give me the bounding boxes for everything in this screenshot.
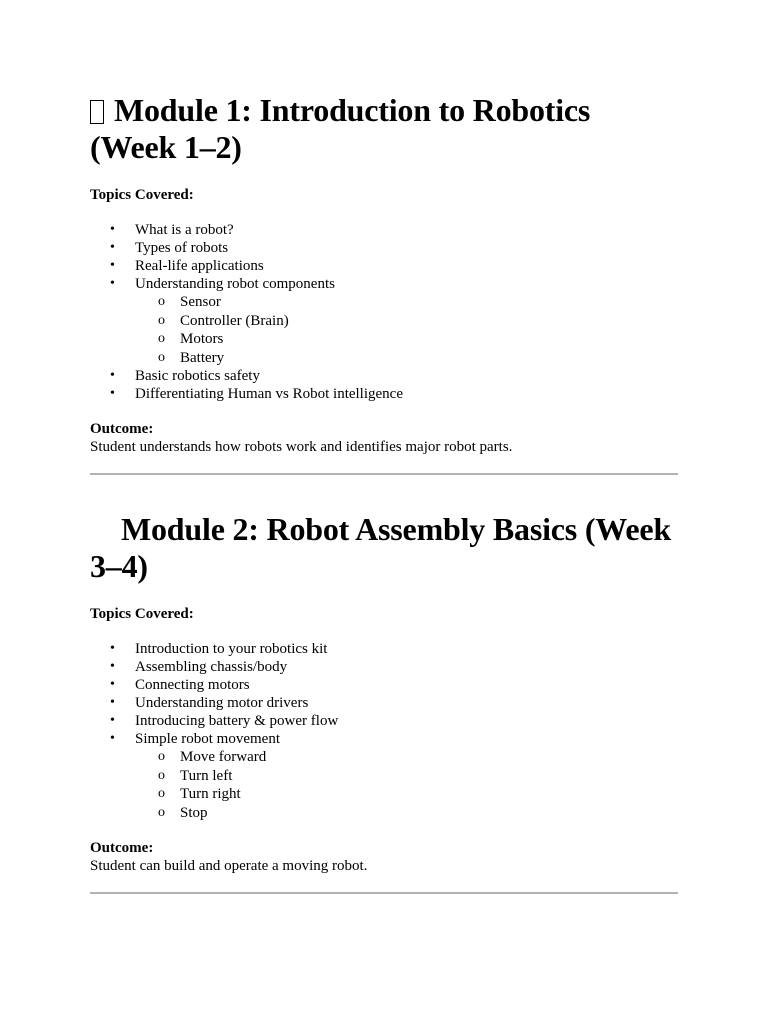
sub-bullet-icon: o (158, 312, 165, 328)
list-item (90, 712, 680, 730)
list-item-text: What is a robot? (135, 222, 234, 238)
list-item-text: Basic robotics safety (135, 368, 260, 384)
list-item-text: Differentiating Human vs Robot intelligence (135, 386, 403, 402)
sub-list-item (135, 785, 680, 804)
module-2-outcome-text: Student can build and operate a moving robot. (90, 858, 368, 874)
list-item (90, 385, 680, 403)
list-item (90, 367, 680, 385)
sub-list-item-text: Motors (180, 331, 224, 347)
sub-bullet-icon: o (158, 349, 165, 365)
bullet-icon: • (110, 258, 115, 273)
list-item-text: Understanding robot components (135, 276, 335, 292)
sub-bullet-icon: o (158, 786, 165, 801)
list-item (90, 676, 680, 694)
module-1-topic-list (90, 221, 680, 403)
sub-bullet-icon: o (158, 749, 165, 764)
list-item-text: Assembling chassis/body (135, 659, 288, 675)
list-item (90, 275, 680, 367)
sub-bullet-icon: o (158, 767, 165, 783)
module-1-title (90, 92, 680, 166)
bullet-icon: • (110, 641, 115, 656)
sub-list-item-text: Turn left (180, 767, 233, 784)
sub-list-item (135, 748, 680, 767)
list-item (90, 730, 680, 822)
list-item-text: Introduction to your robotics kit (135, 641, 328, 657)
bullet-icon: • (110, 276, 115, 291)
list-item-text: Simple robot movement (135, 731, 280, 747)
missing-glyph-icon (90, 100, 104, 124)
section-divider (90, 892, 678, 894)
bullet-icon: • (110, 659, 115, 674)
list-item-text: Understanding motor drivers (135, 695, 309, 711)
bullet-icon: • (110, 222, 115, 237)
module-1-title-text: Module 1: Introduction to Robotics (Week 1–2) (90, 92, 591, 165)
sub-bullet-icon: o (158, 331, 165, 346)
sub-list-item-text: Controller (Brain) (180, 312, 289, 329)
sub-list-item-text: Sensor (180, 294, 221, 310)
sub-list-item (135, 767, 680, 786)
list-item-text: Types of robots (135, 240, 229, 256)
list-item-text: Real-life applications (135, 258, 264, 274)
module-2-title-text: Module 2: Robot Assembly Basics (Week 3–4) (90, 511, 671, 584)
module-2-subtopic-list (135, 748, 680, 822)
sub-list-item (135, 312, 680, 331)
list-item-text: Introducing battery & power flow (135, 713, 339, 729)
module-1-outcome-label: Outcome: (90, 421, 154, 437)
list-item (90, 694, 680, 712)
module-2-topics-label: Topics Covered: (90, 606, 194, 622)
module-2-outcome-label: Outcome: (90, 840, 154, 856)
bullet-icon: • (110, 731, 115, 746)
bullet-icon: • (110, 677, 115, 692)
list-item (90, 221, 680, 239)
document-page (90, 92, 680, 894)
sub-list-item-text: Turn right (180, 786, 241, 802)
bullet-icon: • (110, 368, 115, 383)
sub-list-item (135, 330, 680, 349)
list-item (90, 257, 680, 275)
sub-list-item (135, 349, 680, 368)
sub-list-item (135, 293, 680, 312)
list-item (90, 239, 680, 257)
sub-list-item (135, 804, 680, 823)
sub-bullet-icon: o (158, 804, 165, 820)
sub-list-item-text: Stop (180, 804, 208, 821)
module-1-topics-label: Topics Covered: (90, 187, 194, 203)
module-2-topic-list (90, 640, 680, 822)
list-item (90, 658, 680, 676)
sub-list-item-text: Move forward (180, 749, 267, 765)
bullet-icon: • (110, 713, 115, 728)
bullet-icon: • (110, 240, 115, 255)
list-item-text: Connecting motors (135, 677, 250, 693)
module-2-title (90, 511, 680, 585)
module-1-subtopic-list (135, 293, 680, 367)
sub-bullet-icon: o (158, 294, 165, 309)
sub-list-item-text: Battery (180, 349, 225, 366)
bullet-icon: • (110, 695, 115, 710)
bullet-icon: • (110, 386, 115, 401)
module-1-outcome-text: Student understands how robots work and identifies major robot parts. (90, 439, 513, 455)
list-item (90, 640, 680, 658)
